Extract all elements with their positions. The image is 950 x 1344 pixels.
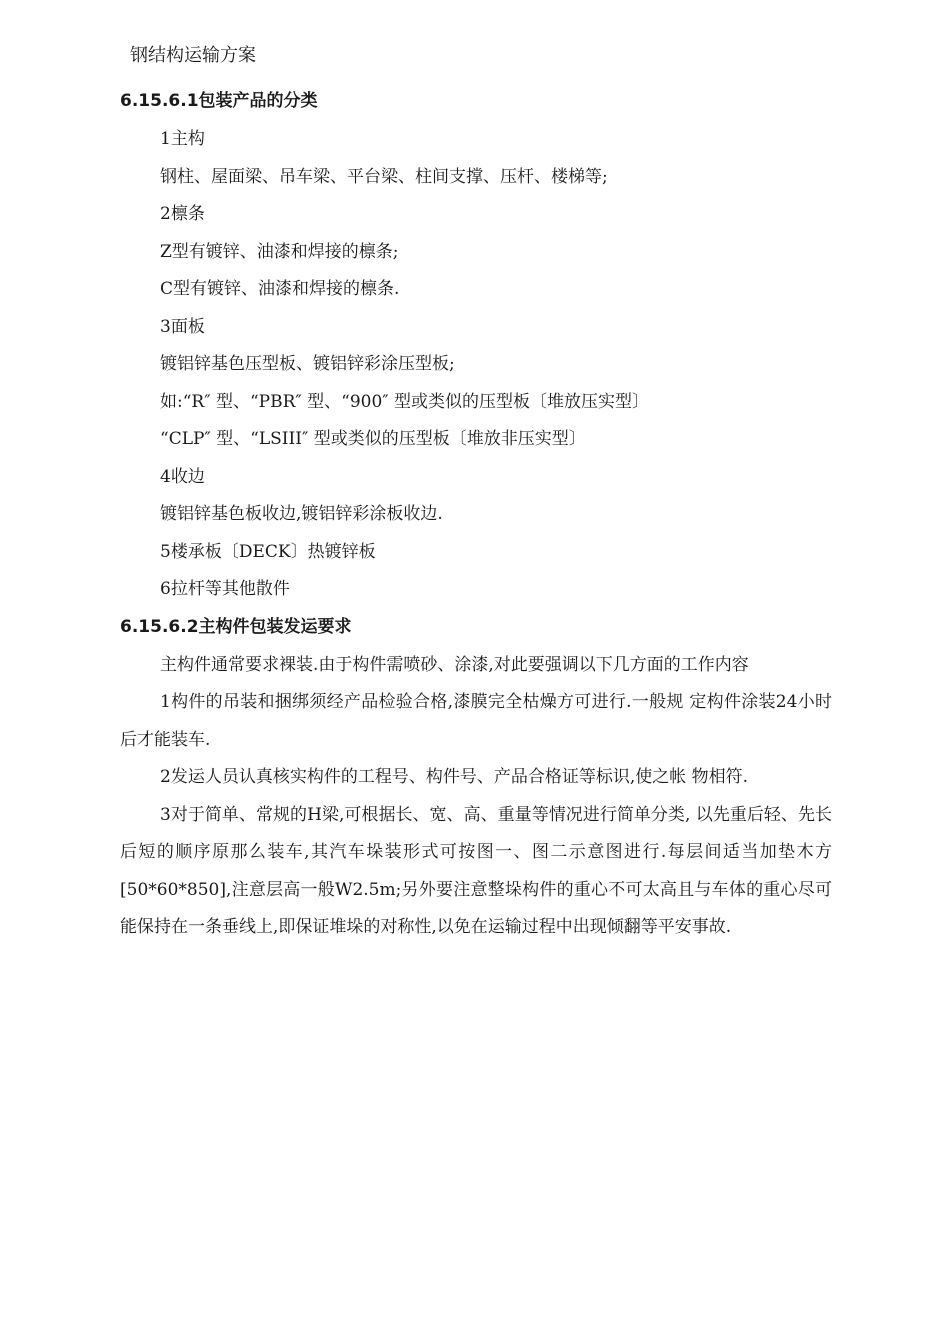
list-item: C型有镀锌、油漆和焊接的檩条. — [160, 279, 400, 299]
list-item: 如:“R″ 型、“PBR″ 型、“900″ 型或类似的压型板〔堆放压实型〕 — [160, 391, 650, 412]
list-item: 2檩条 — [160, 204, 205, 224]
list-item: Z型有镀锌、油漆和焊接的檩条; — [160, 241, 399, 262]
list-item: 1主构 — [160, 129, 205, 149]
list-item: “CLP″ 型、“LSIII″ 型或类似的压型板〔堆放非压实型〕 — [160, 429, 586, 449]
paragraph: 3对于简单、常规的H梁,可根据长、宽、高、重量等情况进行简单分类, 以先重后轻、先长后短的顺序原那么装车,其汽车垛装形式可按图一、图二示意图进行.每层间适当加垫木方[50*60*850],注意层高一般W2.5m;另外要注意整垛构件的重心不可太高且与车体的重心尽可能保持在一条垂线上,即保证堆垛的对称性,以免在运输过程中出现倾翻等平安事故. — [120, 804, 832, 937]
list-item: 钢柱、屋面梁、吊车梁、平台梁、柱间支撑、压杆、楼梯等; — [160, 166, 608, 187]
list-item: 镀铝锌基色压型板、镀铝锌彩涂压型板; — [160, 354, 455, 374]
list-item: 镀铝锌基色板收边,镀铝锌彩涂板收边. — [160, 504, 443, 524]
list-item: 3面板 — [160, 316, 205, 337]
document-body — [120, 89, 832, 947]
list-item: 5楼承板〔DECK〕热镀锌板 — [160, 541, 376, 562]
list-item: 4收边 — [160, 466, 205, 487]
paragraph: 主构件通常要求裸装.由于构件需喷砂、涂漆,对此要强调以下几方面的工作内容 — [160, 654, 749, 675]
section-heading-packaging-requirements: 6.15.6.2主构件包装发运要求 — [120, 616, 352, 637]
list-item: 6拉杆等其他散件 — [160, 579, 290, 599]
document-title: 钢结构运输方案 — [130, 45, 256, 66]
paragraph: 1构件的吊装和捆绑须经产品检验合格,漆膜完全枯燥方可进行.一般规 定构件涂装24小时后才能装车. — [120, 692, 832, 750]
section-heading-classification: 6.15.6.1包装产品的分类 — [120, 91, 318, 111]
paragraph: 2发运人员认真核实构件的工程号、构件号、产品合格证等标识,使之帐 物相符. — [160, 767, 749, 787]
